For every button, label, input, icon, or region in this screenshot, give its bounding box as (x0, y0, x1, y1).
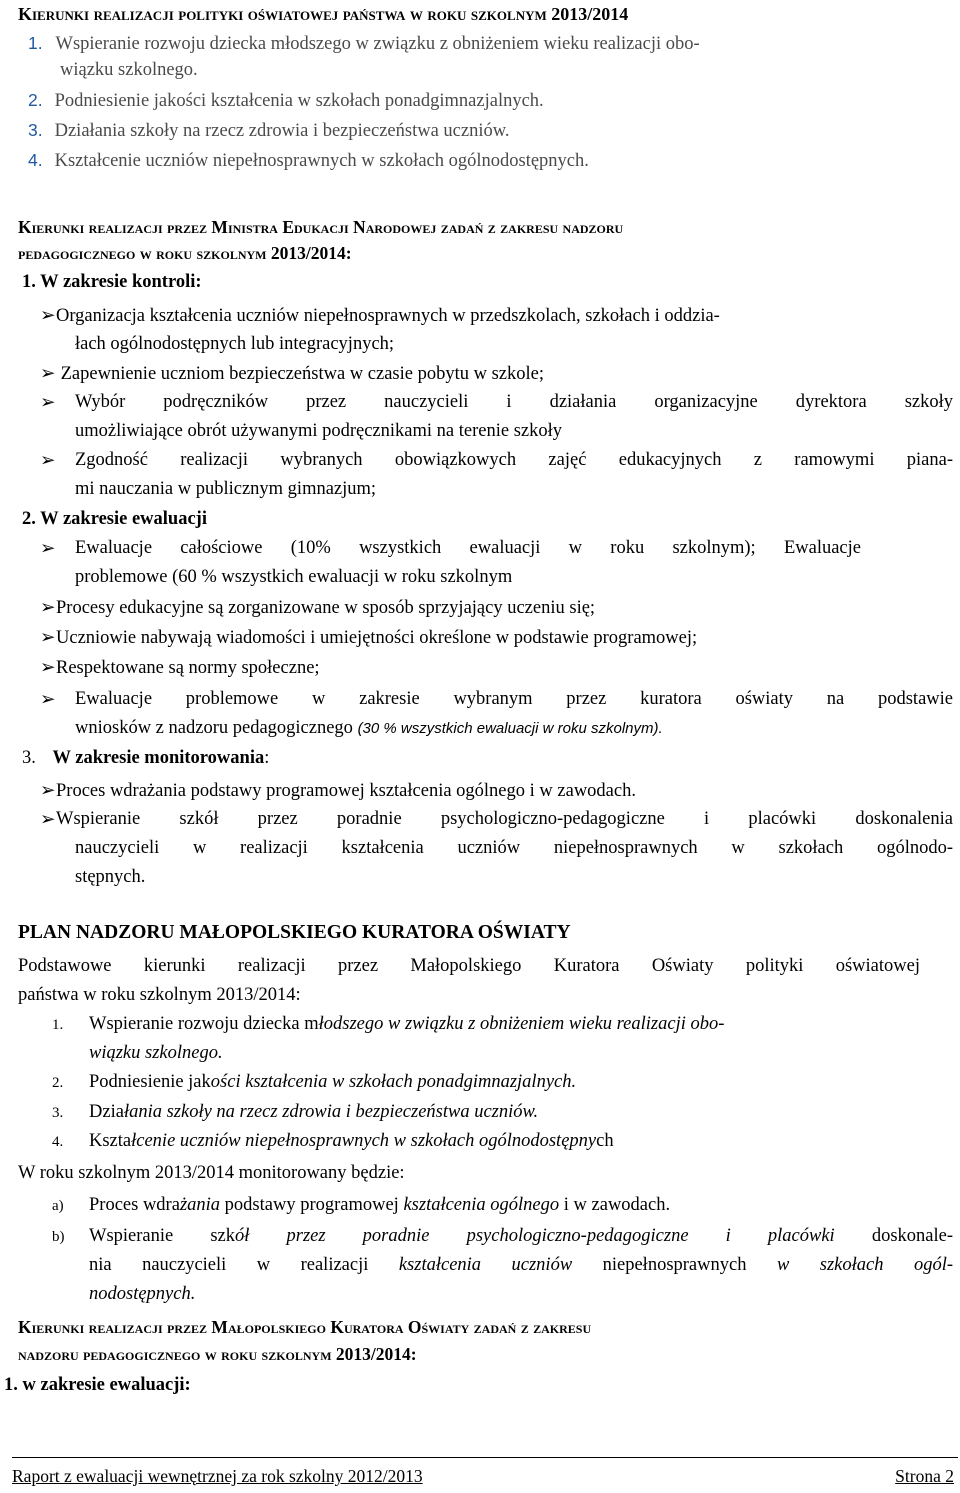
plan-title: PLAN NADZORU MAŁOPOLSKIEGO KURATORA OŚWIATY (18, 922, 571, 943)
evaluation-item-5 (40, 689, 56, 711)
plan-monitor-text: i w zawodach. (559, 1195, 671, 1215)
policy-item-3 (28, 120, 510, 142)
control-item-4-text (75, 450, 953, 471)
footer-divider (12, 1457, 958, 1458)
plan-item-number: 3. (52, 1105, 64, 1121)
plan-item-1-cont: wiązku szkolnego. (89, 1043, 223, 1063)
plan-item-number: 1. (52, 1017, 64, 1033)
policy-item-text: Kształcenie uczniów niepełnosprawnych w szkołach ogólnodostępnych. (54, 151, 589, 171)
arrow-bullet-icon: ➢ (40, 451, 56, 471)
control-item-4 (40, 450, 56, 472)
plan-monitor-text: Proces wdra (89, 1195, 180, 1215)
arrow-bullet-icon: ➢ (40, 781, 56, 801)
plan-item-text-italic: ości kształcenia w szkołach ponadgimnazjalnych. (210, 1072, 577, 1092)
evaluation-item-1-text (75, 538, 861, 559)
arrow-bullet-icon: ➢ (40, 364, 56, 384)
policy-item-text: Wspieranie rozwoju dziecka młodszego w związku z obniżeniem wieku realizacji obo- (55, 34, 700, 54)
control-item-text: Wybór podręczników przez nauczycieli i działania organizacyjne dyrektora szkoły (75, 392, 953, 412)
arrow-bullet-icon: ➢ (40, 393, 56, 413)
arrow-bullet-icon: ➢ (40, 628, 56, 648)
policy-item-4 (28, 150, 589, 172)
control-item-text: Zgodność realizacji wybranych obowiązkowych zajęć edukacyjnych z ramowymi piana- (75, 450, 953, 470)
monitoring-item-2-cont2: stępnych. (75, 867, 146, 887)
monitoring-item-2-text (56, 809, 953, 830)
control-item-1-cont: łach ogólnodostępnych lub integracyjnych; (75, 334, 395, 354)
evaluation-item-text: Respektowane są normy społeczne; (56, 658, 320, 678)
plan-monitor-intro: W roku szkolnym 2013/2014 monitorowany będzie: (18, 1163, 405, 1183)
heading-policy-directions: Kierunki realizacji polityki oświatowej państwa w roku szkolnym 2013/2014 (18, 4, 629, 24)
plan-item-4 (52, 1131, 63, 1152)
evaluation-item-1-cont: problemowe (60 % wszystkich ewaluacji w roku szkolnym (75, 567, 513, 587)
plan-item-2 (52, 1072, 63, 1093)
monitoring-item-2 (40, 809, 56, 831)
control-item-1 (40, 305, 720, 327)
plan-monitor-b-line2 (89, 1255, 953, 1276)
plan-monitor-b (52, 1226, 65, 1247)
section-control-title: 1. W zakresie kontroli: (22, 272, 202, 292)
control-item-text: Organizacja kształcenia uczniów niepełnosprawnych w przedszkolach, szkołach i oddzia- (56, 306, 720, 326)
section-title-text: W zakresie monitorowania (52, 748, 265, 768)
plan-item-text-italic: łania szkoły na rzecz zdrowia i bezpieczeństwa uczniów. (123, 1102, 539, 1122)
plan-item-2-text (89, 1072, 576, 1093)
evaluation-item-4 (40, 657, 320, 679)
monitoring-item-text: nauczycieli w realizacji kształcenia uczniów niepełnosprawnych w szkołach ogólnodo- (75, 838, 953, 858)
plan-monitor-text-italic: kształcenia uczniów (398, 1255, 573, 1275)
monitoring-item-1 (40, 780, 636, 802)
evaluation-item-text: Uczniowie nabywają wiadomości i umiejętności określone w podstawie programowej; (56, 628, 698, 648)
footer-page-number: Strona 2 (895, 1466, 954, 1486)
arrow-bullet-icon: ➢ (40, 539, 56, 559)
heading-curator-directions-line2: nadzoru pedagogicznego w roku szkolnym 2013/2014: (18, 1344, 417, 1364)
plan-monitor-text-italic: kształcenia ogólnego (403, 1195, 560, 1215)
policy-item-2 (28, 90, 544, 112)
plan-monitor-b-line1 (89, 1226, 953, 1247)
section-number: 3. (22, 748, 36, 768)
curator-evaluation-title: 1. w zakresie ewaluacji: (4, 1375, 191, 1395)
plan-item-4-text (89, 1131, 614, 1152)
plan-item-1-text (89, 1014, 724, 1035)
policy-item-1-cont: wiązku szkolnego. (60, 60, 198, 80)
plan-item-text: Wspieranie rozwoju dziecka m (89, 1014, 319, 1034)
control-item-3 (40, 392, 56, 414)
plan-monitor-a (52, 1195, 64, 1216)
plan-monitor-text: Wspieranie szk (89, 1226, 236, 1246)
monitoring-item-2-cont (75, 838, 953, 859)
policy-item-number: 4. (28, 150, 43, 170)
control-item-2 (40, 363, 544, 385)
policy-item-text: Działania szkoły na rzecz zdrowia i bezpieczeństwa uczniów. (54, 121, 510, 141)
evaluation-item-text: Ewaluacje problemowe w zakresie wybranym przez kuratora oświaty na podstawie (75, 689, 953, 709)
control-item-3-cont: umożliwiające obrót używanymi podręcznikami na terenie szkoły (75, 421, 562, 441)
plan-item-3-text (89, 1102, 538, 1123)
plan-item-number: 2. (52, 1075, 64, 1091)
plan-item-text: Kszta (89, 1131, 132, 1151)
control-item-text: Zapewnienie uczniom bezpieczeństwa w czasie pobytu w szkole; (60, 364, 545, 384)
evaluation-item-1 (40, 538, 56, 560)
evaluation-item-5-text (75, 689, 953, 710)
evaluation-item-text: wniosków z nadzoru pedagogicznego (75, 718, 353, 738)
monitoring-item-text: Wspieranie szkół przez poradnie psychologiczno-pedagogiczne i placówki doskonalenia (56, 809, 953, 829)
policy-item-number: 2. (28, 90, 43, 110)
plan-item-text-italic: łcenie uczniów niepełnosprawnych w szkołach ogólnodostępny (131, 1131, 597, 1151)
heading-ministry-directions-line1: Kierunki realizacji przez Ministra Edukacji Narodowej zadań z zakresu nadzoru (18, 217, 624, 237)
policy-item-number: 1. (28, 33, 43, 53)
policy-item-text: Podniesienie jakości kształcenia w szkołach ponadgimnazjalnych. (54, 91, 544, 111)
plan-monitor-label: a) (52, 1198, 64, 1214)
plan-monitor-text: niepełnosprawnych (572, 1255, 777, 1275)
plan-monitor-text-line (89, 1255, 953, 1276)
arrow-bullet-icon: ➢ (40, 598, 56, 618)
plan-item-1 (52, 1014, 63, 1035)
heading-ministry-directions-line2: pedagogicznego w roku szkolnym 2013/2014: (18, 243, 352, 263)
control-item-3-text (75, 392, 953, 413)
plan-intro-text: Podstawowe kierunki realizacji przez Małopolskiego Kuratora Oświaty polityki oświatowej (18, 956, 920, 976)
plan-monitor-text: podstawy programowej (220, 1195, 404, 1215)
evaluation-item-3 (40, 627, 697, 649)
plan-item-3 (52, 1102, 63, 1123)
footer-report-title: Raport z ewaluacji wewnętrznej za rok szkolny 2012/2013 (12, 1466, 423, 1486)
plan-monitor-b-line3: nodostępnych. (89, 1284, 196, 1304)
evaluation-item-2 (40, 597, 595, 619)
arrow-bullet-icon: ➢ (40, 690, 56, 710)
plan-monitor-text-italic: w szkołach ogól- (776, 1255, 953, 1275)
section-title-colon: : (264, 748, 270, 768)
arrow-bullet-icon: ➢ (40, 658, 56, 678)
evaluation-item-5-cont (75, 718, 663, 739)
heading-curator-directions-line1: Kierunki realizacji przez Małopolskiego Kuratora Oświaty zadań z zakresu (18, 1317, 592, 1337)
arrow-bullet-icon: ➢ (40, 810, 56, 830)
plan-monitor-text-line (89, 1226, 953, 1247)
plan-intro-line1 (18, 956, 920, 977)
plan-item-number: 4. (52, 1134, 64, 1150)
evaluation-item-text: Ewaluacje całościowe (10% wszystkich ewaluacji w roku szkolnym); Ewaluacje (75, 538, 861, 558)
plan-item-text: Podniesienie jak (89, 1072, 211, 1092)
plan-monitor-text-italic: ół przez poradnie psychologiczno-pedagogiczne i placówki (235, 1226, 835, 1246)
plan-monitor-label: b) (52, 1229, 65, 1245)
plan-item-text: Dzia (89, 1102, 124, 1122)
plan-intro-line2: państwa w roku szkolnym 2013/2014: (18, 985, 301, 1005)
plan-monitor-text: doskonale- (834, 1226, 953, 1246)
policy-item-1 (28, 33, 700, 55)
arrow-bullet-icon: ➢ (40, 306, 56, 326)
plan-monitor-a-text (89, 1195, 670, 1216)
plan-monitor-text: nia nauczycieli w realizacji (89, 1255, 399, 1275)
evaluation-item-note: (30 % wszystkich ewaluacji w roku szkolnym). (357, 720, 663, 737)
plan-monitor-text-italic: żania (179, 1195, 221, 1215)
policy-item-number: 3. (28, 120, 43, 140)
plan-item-text: ch (596, 1131, 614, 1151)
section-evaluation-title: 2. W zakresie ewaluacji (22, 509, 207, 529)
plan-item-text-italic: łodszego w związku z obniżeniem wieku realizacji obo- (318, 1014, 725, 1034)
control-item-4-cont: mi nauczania w publicznym gimnazjum; (75, 479, 377, 499)
monitoring-item-text: Proces wdrażania podstawy programowej kształcenia ogólnego i w zawodach. (56, 781, 636, 801)
section-monitoring-title (22, 748, 269, 769)
evaluation-item-text: Procesy edukacyjne są zorganizowane w sposób sprzyjający uczeniu się; (56, 598, 596, 618)
